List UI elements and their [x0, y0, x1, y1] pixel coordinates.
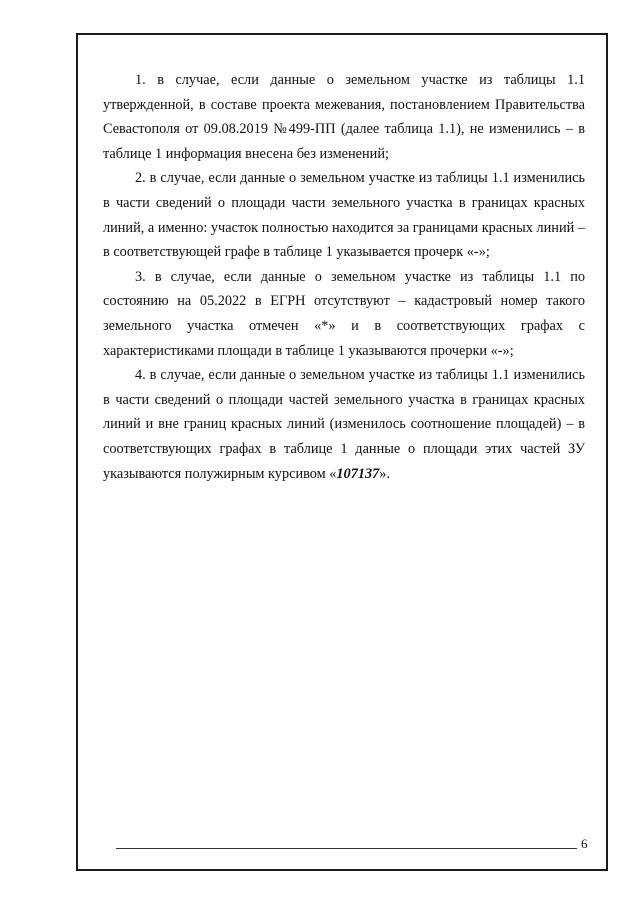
document-body	[103, 68, 585, 486]
paragraph-4	[103, 363, 585, 486]
paragraph-4-text-after: ».	[379, 465, 391, 482]
page-number: 6	[581, 836, 588, 851]
paragraph-4-emphasis: 107137	[336, 465, 380, 482]
paragraph-3: 3. в случае, если данные о земельном участке из таблицы 1.1 по состоянию на 05.2022 в ЕГРН отсутствуют – кадастровый номер такого земельного участка отмечен «*» и в соответствующих графах с характеристиками площади в таблице 1 указываются прочерки «-»;	[103, 268, 585, 359]
paragraph-2: 2. в случае, если данные о земельном участке из таблицы 1.1 изменились в части сведений о площади части земельного участка в границах красных линий, а именно: участок полностью находится за границами красных линий – в соответствующей графе в таблице 1 указывается прочерк «-»;	[103, 170, 585, 261]
footer-divider	[116, 848, 577, 849]
paragraph-4-text-before: 4. в случае, если данные о земельном участке из таблицы 1.1 изменились в части сведений о площади частей земельного участка в границах красных линий и вне границ красных линий (изменилось соотношение площадей) – в соответствующих графах в таблице 1 данные о площади этих частей ЗУ указываются полужирным курсивом «	[103, 367, 585, 482]
paragraph-1: 1. в случае, если данные о земельном участке из таблицы 1.1 утвержденной, в составе проекта межевания, постановлением Правительства Севастополя от 09.08.2019 №499-ПП (далее таблица 1.1), не изменились – в таблице 1 информация внесена без изменений;	[103, 72, 585, 162]
